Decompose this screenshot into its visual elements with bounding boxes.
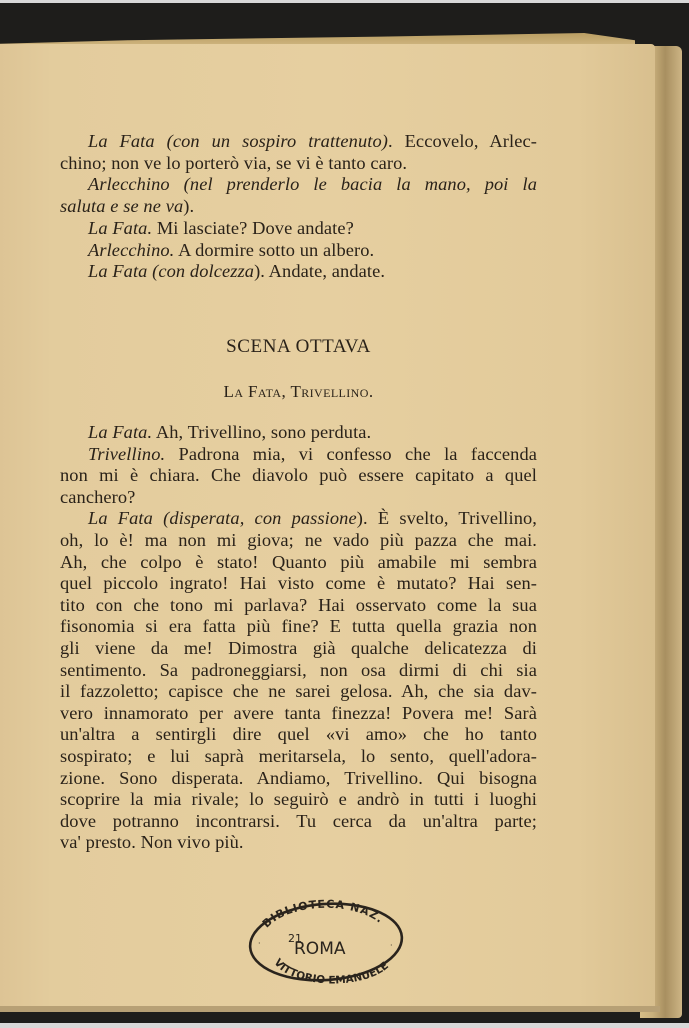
text-line bbox=[60, 723, 537, 745]
text-line bbox=[60, 810, 537, 832]
text-segment: oh, lo è! ma non mi giova; ne vado più pazza che mai. bbox=[60, 530, 537, 550]
text-segment: dove potranno incontrarsi. Tu cerca da un'altra parte; bbox=[60, 810, 537, 831]
text-line bbox=[88, 173, 537, 195]
text-segment: vero innamorato per avere tanta finezza! Povera me! Sarà bbox=[60, 702, 537, 723]
text-segment: scoprire la mia rivale; lo seguirò e andrò in tutti i luoghi bbox=[60, 789, 537, 810]
svg-text:·: · bbox=[390, 941, 393, 950]
text-line bbox=[88, 507, 537, 529]
text-segment: fisonomia si era fatta più fine? E tutta quella grazia non bbox=[60, 616, 537, 637]
italic-segment: La Fata. bbox=[88, 422, 153, 442]
italic-segment: La Fata (con un sospiro trattenuto) bbox=[88, 131, 388, 151]
stamp-seal-icon bbox=[244, 896, 406, 986]
text-segment: Mi lasciate? Dove andate? bbox=[152, 217, 354, 238]
italic-segment: La Fata (disperata, con passione bbox=[88, 508, 357, 529]
text-segment: ). È svelto, Trivellino, bbox=[356, 508, 537, 529]
library-stamp bbox=[244, 896, 406, 986]
text-segment: Ah, Trivellino, sono perduta. bbox=[152, 422, 372, 442]
stamp-center-text: ROMA bbox=[294, 939, 346, 959]
svg-text:BIBLIOTECA NAZ. bbox=[260, 898, 387, 931]
text-line bbox=[60, 529, 537, 551]
text-line bbox=[60, 767, 537, 789]
text-segment: A dormire sotto un albero. bbox=[174, 239, 375, 260]
text-line bbox=[60, 831, 537, 853]
stamp-top-text: BIBLIOTECA NAZ. bbox=[259, 897, 387, 931]
text-line bbox=[88, 130, 537, 152]
italic-segment: Trivellino. bbox=[88, 443, 166, 464]
text-segment: chino; non ve lo porterò via, se vi è tanto caro. bbox=[60, 152, 408, 173]
text-segment: . Eccovelo, Arlec- bbox=[387, 131, 537, 151]
text-line bbox=[60, 788, 537, 810]
text-line bbox=[60, 680, 537, 702]
italic-segment: saluta e se ne va bbox=[60, 196, 184, 217]
text-segment: ). bbox=[183, 196, 195, 217]
text-line bbox=[60, 615, 537, 637]
text-line bbox=[60, 486, 537, 508]
italic-segment: La Fata. bbox=[88, 217, 153, 238]
page-bottom-edge bbox=[0, 1006, 660, 1012]
text-line bbox=[60, 551, 537, 573]
text-segment: tito con che tono mi parlava? Hai osservato come la sua bbox=[60, 594, 537, 615]
text-line bbox=[88, 260, 537, 282]
text-line bbox=[60, 659, 537, 681]
text-line bbox=[60, 637, 537, 659]
text-line bbox=[60, 702, 537, 724]
text-segment: quel piccolo ingrato! Hai visto come è mutato? Hai sen- bbox=[60, 573, 537, 594]
section-title: SCENA OTTAVA bbox=[226, 336, 371, 357]
text-line bbox=[60, 195, 537, 217]
characters-heading: La Fata, Trivellino. bbox=[223, 382, 374, 401]
text-segment: il fazzoletto; capisce che ne sarei gelosa. Ah, che sia dav- bbox=[60, 681, 537, 702]
text-segment: zione. Sono disperata. Andiamo, Trivellino. Qui bisogna bbox=[60, 767, 537, 788]
text-line bbox=[88, 421, 537, 443]
svg-text:VITTORIO EMANUELE bbox=[271, 957, 391, 986]
text-segment: sospirato; e lui saprà meritarsela, lo sento, quell'adora- bbox=[60, 746, 537, 766]
svg-text:·: · bbox=[258, 939, 261, 948]
text-line bbox=[60, 594, 537, 616]
text-segment: Ah, che colpo è stato! Quanto più amabile mi sembra bbox=[60, 551, 537, 572]
stamp-bottom-text: VITTORIO EMANUELE bbox=[271, 956, 391, 986]
italic-segment: La Fata (con dolcezza bbox=[88, 261, 255, 282]
text-line bbox=[88, 217, 537, 239]
text-segment: non mi è chiara. Che diavolo può essere capitato a quel bbox=[60, 465, 537, 486]
text-segment: ). Andate, andate. bbox=[254, 261, 386, 282]
text-line bbox=[88, 443, 537, 465]
text-line bbox=[60, 152, 537, 174]
text-segment: Padrona mia, vi confesso che la faccenda bbox=[165, 443, 537, 464]
text-segment: un'altra a sentirgli dire quel «vi amo» che ho tanto bbox=[60, 724, 537, 745]
text-line bbox=[88, 239, 537, 261]
text-segment: va' presto. Non vivo più. bbox=[60, 832, 244, 853]
text-line bbox=[60, 572, 537, 594]
text-segment: sentimento. Sa padroneggiarsi, non osa dirmi di chi sia bbox=[60, 659, 537, 680]
text-segment: canchero? bbox=[60, 486, 136, 507]
text-segment: gli viene da me! Dimostra già qualche delicatezza di bbox=[60, 638, 537, 658]
italic-segment: Arlecchino. bbox=[88, 239, 175, 260]
italic-segment: Arlecchino (nel prenderlo le bacia la mano, poi la bbox=[88, 174, 537, 195]
text-line bbox=[60, 464, 537, 486]
text-line bbox=[60, 745, 537, 767]
stamp-number: 21 bbox=[288, 932, 302, 945]
